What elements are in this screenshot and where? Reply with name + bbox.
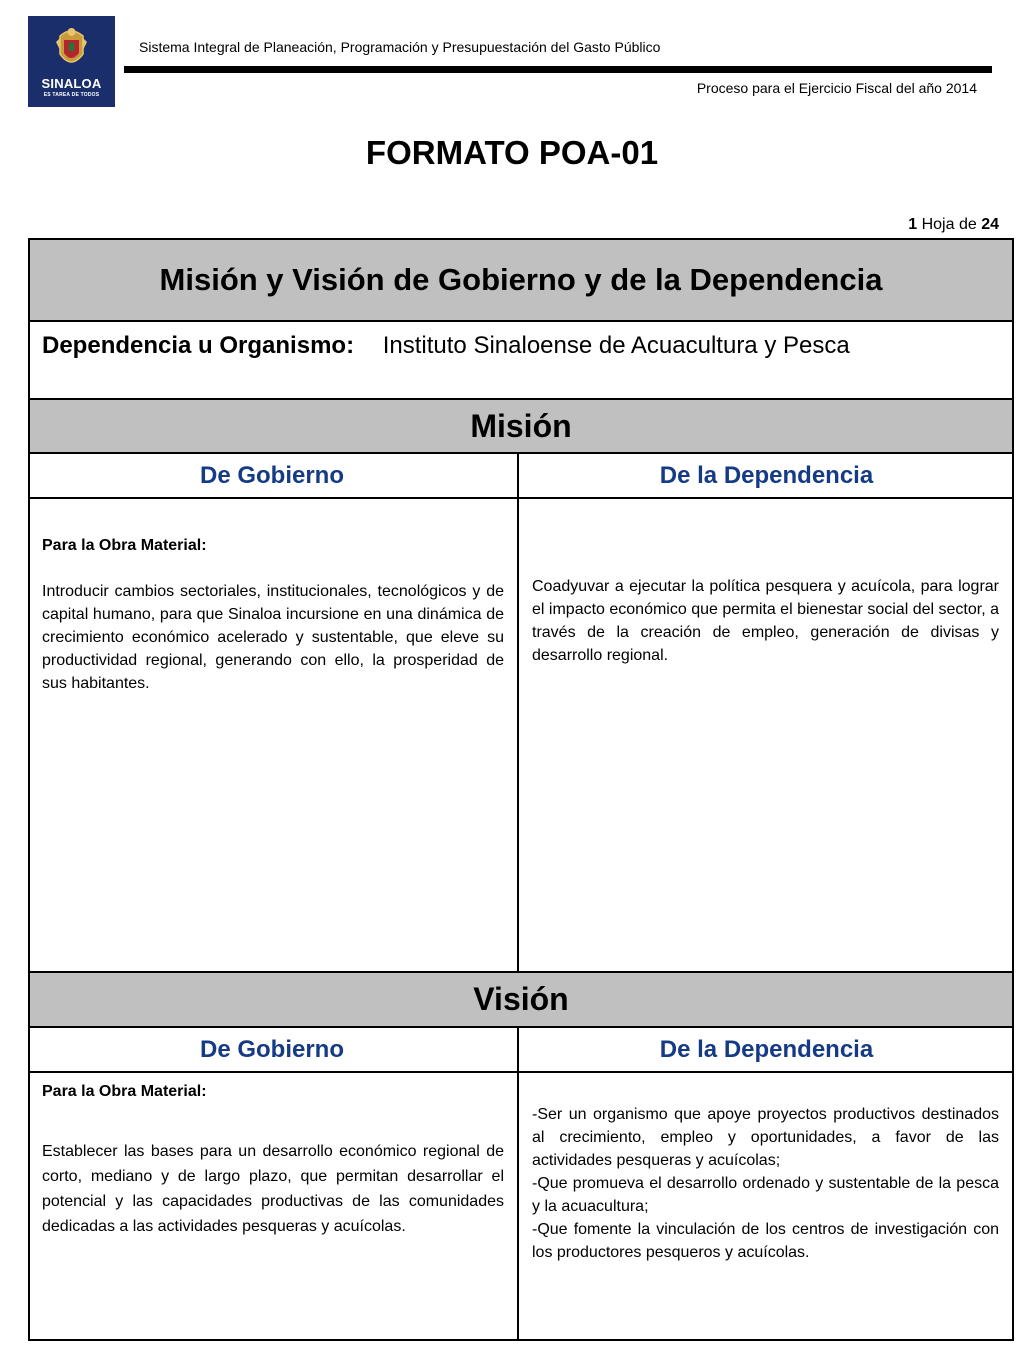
vision-dependencia-item: -Que fomente la vinculación de los centros de investigación con los productores pesqueros y acuícolas. (532, 1221, 999, 1261)
vision-header-divider (28, 1071, 1014, 1073)
page-count (908, 216, 999, 234)
dependency-row (42, 332, 850, 360)
sinaloa-logo (28, 16, 115, 107)
vision-dependencia-item: -Ser un organismo que apoye proyectos productivos destinados al crecimiento, empleo y oportunidades, a favor de las actividades pesqueras y acuícolas; (532, 1106, 999, 1169)
vision-dependencia-list (532, 1103, 999, 1264)
mision-gobierno-text: Introducir cambios sectoriales, institucionales, tecnológicos y de capital humano, para que Sinaloa incursione en una dinámica de crecimiento económico acelerado y sustentable, que eleve su productividad regional, generando con ello, la prosperidad de sus habitantes. (42, 583, 504, 692)
form-title: FORMATO POA-01 (365, 134, 659, 171)
header-divider (124, 66, 992, 73)
mision-col-dependencia: De la Dependencia (659, 462, 874, 489)
sinaloa-coat-of-arms-icon (54, 24, 89, 74)
vision-gobierno-text: Establecer las bases para un desarrollo económico regional de corto, mediano y de largo plazo, que permitan desarrollar el potencial y las capacidades productivas de las comunidades dedicadas a las actividades pesqueras y acuícolas. (42, 1143, 504, 1235)
vision-title: Visión (28, 971, 1014, 1028)
vision-gobierno-heading: Para la Obra Material: (42, 1083, 207, 1100)
form-main-title: Misión y Visión de Gobierno y de la Dependencia (28, 238, 1014, 322)
vision-col-dependencia: De la Dependencia (659, 1036, 874, 1063)
dependency-value: Instituto Sinaloense de Acuacultura y Pesca (382, 332, 850, 359)
page-total: 24 (981, 216, 999, 233)
mision-title: Misión (28, 398, 1014, 454)
vision-col-gobierno: De Gobierno (199, 1036, 344, 1063)
mision-col-gobierno: De Gobierno (199, 462, 344, 489)
fiscal-process: Proceso para el Ejercicio Fiscal del año 2014 (696, 80, 977, 96)
system-title: Sistema Integral de Planeación, Programación y Presupuestación del Gasto Público (139, 39, 661, 55)
vision-column-divider (517, 1028, 519, 1340)
dependency-label: Dependencia u Organismo: (42, 332, 355, 359)
mision-column-divider (517, 454, 519, 971)
mision-dependencia-text: Coadyuvar a ejecutar la política pesquera y acuícola, para lograr el impacto económico que permita el bienestar social del sector, a través de la creación de empleo, generación de divisas y desarrollo regional. (532, 578, 999, 664)
vision-dependencia-item: -Que promueva el desarrollo ordenado y sustentable de la pesca y la acuacultura; (532, 1175, 999, 1215)
logo-tagline: ES TAREA DE TODOS (43, 92, 100, 98)
mision-gobierno-heading: Para la Obra Material: (42, 537, 207, 554)
page-current: 1 (908, 216, 918, 233)
logo-name: SINALOA (41, 76, 102, 91)
mision-header-divider (28, 497, 1014, 499)
page-of-label: Hoja de (921, 216, 977, 233)
